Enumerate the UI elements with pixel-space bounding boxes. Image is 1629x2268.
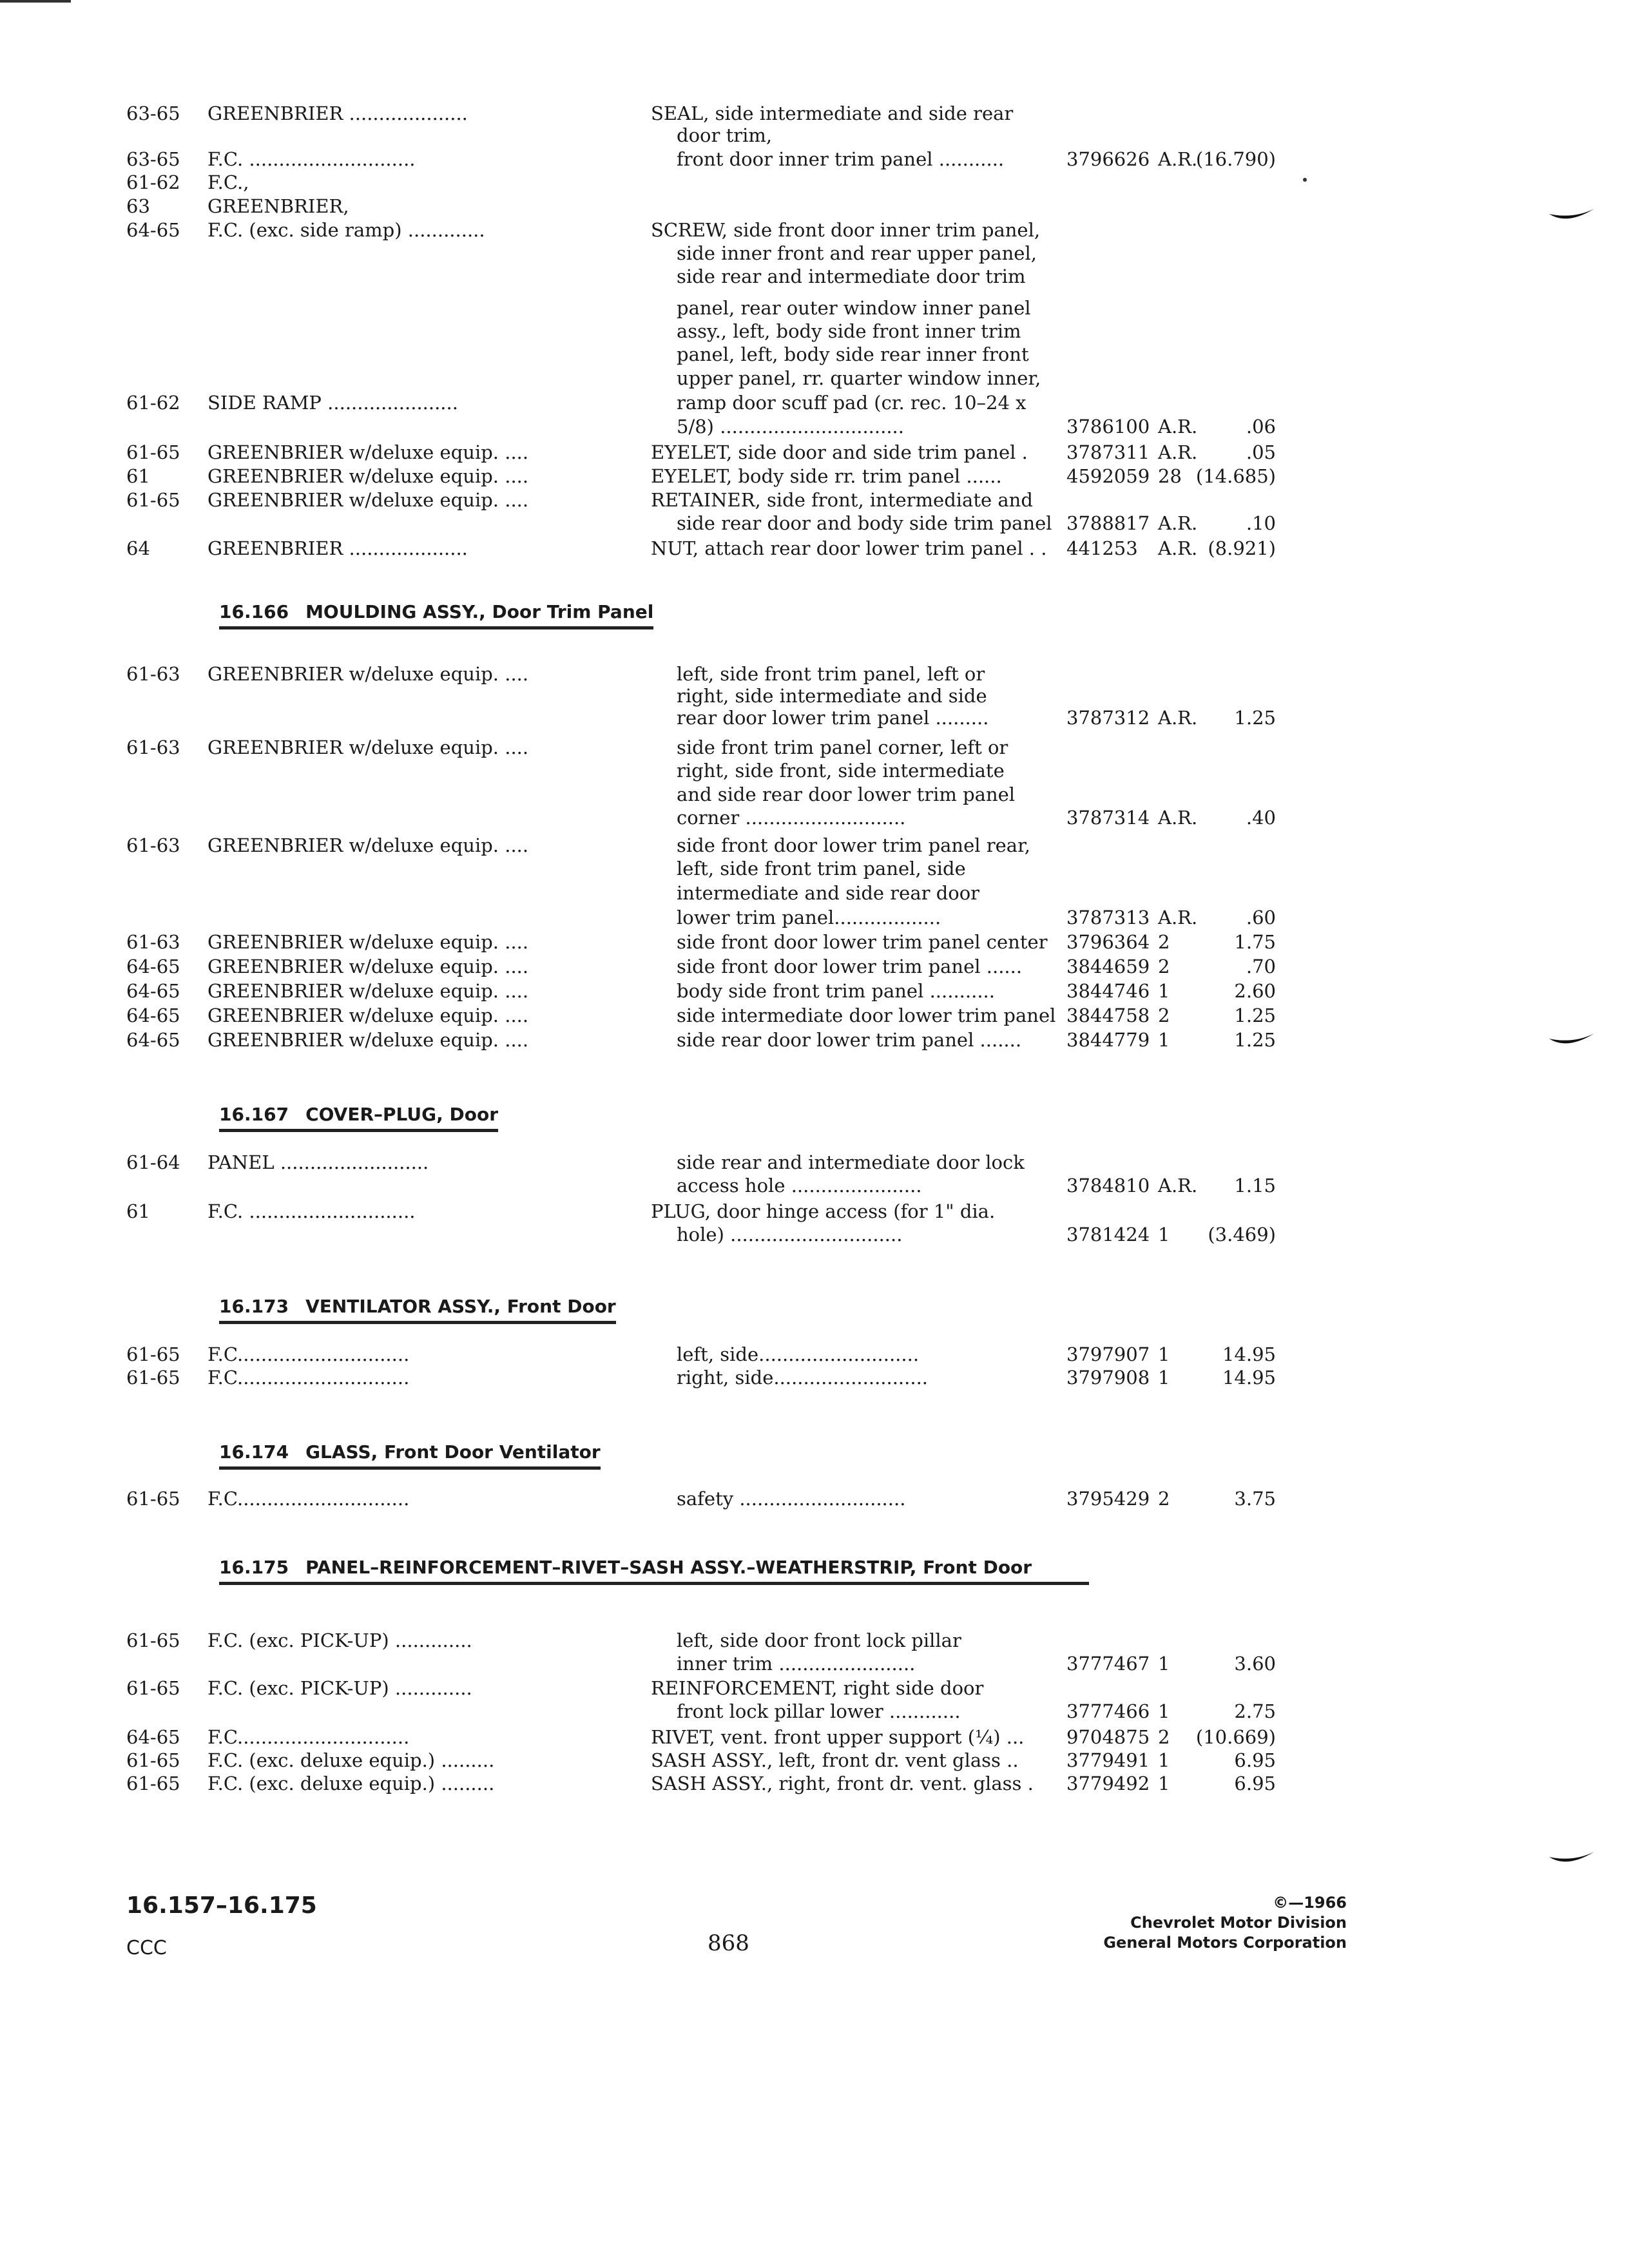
part-description: access hole ...................... <box>677 1175 922 1196</box>
section-number: 16.167 <box>219 1104 289 1125</box>
list-price: 14.95 <box>1222 1343 1276 1365</box>
part-description: side rear and intermediate door lock <box>677 1151 1025 1173</box>
model-year: 64-65 <box>126 980 180 1002</box>
model-year: 61-63 <box>126 931 180 953</box>
table-row <box>0 146 1629 172</box>
section-heading <box>219 601 653 629</box>
corporation-name: General Motors Corporation <box>1103 1934 1347 1952</box>
table-row <box>0 1003 1629 1028</box>
part-description: panel, rear outer window inner panel <box>677 297 1031 319</box>
part-number: 3797908 <box>1066 1367 1150 1389</box>
vehicle-model: F.C............................. <box>207 1343 410 1365</box>
table-row <box>0 782 1629 807</box>
part-number: 3786100 <box>1066 416 1150 437</box>
part-description: inner trim ....................... <box>677 1653 916 1675</box>
vehicle-model: PANEL ......................... <box>207 1151 429 1173</box>
part-description: side front trim panel corner, left or <box>677 736 1008 758</box>
section-title: MOULDING ASSY., Door Trim Panel <box>305 601 654 622</box>
vehicle-model: GREENBRIER w/deluxe equip. .... <box>207 1004 529 1026</box>
part-description: ramp door scuff pad (cr. rec. 10–24 x <box>677 392 1027 414</box>
vehicle-model: GREENBRIER w/deluxe equip. .... <box>207 956 529 977</box>
part-description: front door inner trim panel ........... <box>677 148 1005 170</box>
quantity: A.R. <box>1158 807 1198 829</box>
quantity: 2 <box>1158 1004 1170 1026</box>
model-year: 64-65 <box>126 956 180 977</box>
table-row <box>0 414 1629 439</box>
model-year: 61-63 <box>126 663 180 685</box>
quantity: 1 <box>1158 1343 1170 1365</box>
table-row <box>0 954 1629 979</box>
table-row <box>0 439 1629 465</box>
part-description: side front door lower trim panel ...... <box>677 956 1023 977</box>
table-row <box>0 1724 1629 1750</box>
model-year: 63-65 <box>126 102 180 124</box>
part-number: 3787311 <box>1066 441 1150 463</box>
part-description: right, side front, side intermediate <box>677 760 1005 782</box>
table-row <box>0 295 1629 321</box>
list-price: .10 <box>1246 512 1276 534</box>
table-row <box>0 1341 1629 1367</box>
table-row <box>0 929 1629 955</box>
part-description: hole) ............................. <box>677 1224 903 1245</box>
section-heading <box>219 1441 601 1470</box>
table-row <box>0 122 1629 148</box>
model-year: 61-65 <box>126 1343 180 1365</box>
part-description: RETAINER, side front, intermediate and <box>651 489 1033 511</box>
part-description: rear door lower trim panel ......... <box>677 707 989 729</box>
list-price: 3.60 <box>1234 1653 1276 1675</box>
list-price: 6.95 <box>1234 1749 1276 1771</box>
section-heading <box>219 1103 498 1132</box>
list-price: (16.790) <box>1195 148 1276 170</box>
quantity: 1 <box>1158 980 1170 1002</box>
quantity: A.R. <box>1158 537 1198 559</box>
list-price: 6.95 <box>1234 1773 1276 1794</box>
table-row <box>0 169 1629 195</box>
table-row <box>0 805 1629 831</box>
model-year: 61-63 <box>126 834 180 856</box>
model-year: 61-65 <box>126 1488 180 1510</box>
table-row <box>0 978 1629 1004</box>
vehicle-model: F.C............................. <box>207 1488 410 1510</box>
list-price: 1.25 <box>1234 1029 1276 1051</box>
table-row <box>0 905 1629 930</box>
model-year: 64-65 <box>126 1029 180 1051</box>
part-number: 3844746 <box>1066 980 1150 1002</box>
part-description: left, side door front lock pillar <box>677 1629 961 1651</box>
table-row <box>0 264 1629 289</box>
quantity: A.R. <box>1158 512 1198 534</box>
part-number: 3788817 <box>1066 512 1150 534</box>
section-number: 16.166 <box>219 601 289 622</box>
section-range: 16.157–16.175 <box>126 1892 317 1919</box>
vehicle-model: GREENBRIER w/deluxe equip. .... <box>207 663 529 685</box>
part-number: 9704875 <box>1066 1726 1150 1748</box>
part-description: SCREW, side front door inner trim panel, <box>651 219 1041 241</box>
part-description: side front door lower trim panel center <box>677 931 1048 953</box>
part-number: 3795429 <box>1066 1488 1150 1510</box>
section-title: PANEL–REINFORCEMENT–RIVET–SASH ASSY.–WEATHERSTRIP, Front Door <box>305 1557 1032 1578</box>
part-description: side intermediate door lower trim panel <box>677 1004 1056 1026</box>
table-row <box>0 1149 1629 1175</box>
part-number: 3777466 <box>1066 1700 1150 1722</box>
model-year: 61-62 <box>126 171 180 193</box>
table-row <box>0 1027 1629 1053</box>
division-name: Chevrolet Motor Division <box>1130 1914 1347 1932</box>
vehicle-model: F.C............................. <box>207 1726 410 1748</box>
catalog-code: CCC <box>126 1937 167 1959</box>
part-number: 3784810 <box>1066 1175 1150 1196</box>
quantity: 2 <box>1158 1488 1170 1510</box>
part-description: PLUG, door hinge access (for 1" dia. <box>651 1200 996 1222</box>
table-row <box>0 1698 1629 1724</box>
quantity: A.R. <box>1158 441 1198 463</box>
part-description: panel, left, body side rear inner front <box>677 343 1029 365</box>
part-description: assy., left, body side front inner trim <box>677 320 1021 342</box>
table-row <box>0 735 1629 760</box>
part-description: body side front trim panel ........... <box>677 980 995 1002</box>
table-row <box>0 1771 1629 1796</box>
part-description: 5/8) ............................... <box>677 416 904 437</box>
list-price: 3.75 <box>1234 1488 1276 1510</box>
table-row <box>0 758 1629 783</box>
vehicle-model: GREENBRIER w/deluxe equip. .... <box>207 931 529 953</box>
copyright-year: ©—1966 <box>1273 1894 1347 1912</box>
part-description: NUT, attach rear door lower trim panel . . <box>651 537 1047 559</box>
part-number: 3844659 <box>1066 956 1150 977</box>
part-number: 3779491 <box>1066 1749 1150 1771</box>
section-number: 16.173 <box>219 1296 289 1317</box>
part-description: safety ............................ <box>677 1488 906 1510</box>
list-price: (3.469) <box>1208 1224 1276 1245</box>
part-number: 3844779 <box>1066 1029 1150 1051</box>
model-year: 61-64 <box>126 1151 180 1173</box>
quantity: 1 <box>1158 1029 1170 1051</box>
list-price: .06 <box>1246 416 1276 437</box>
part-description: side front door lower trim panel rear, <box>677 834 1030 856</box>
part-description: and side rear door lower trim panel <box>677 783 1016 805</box>
binder-mark-icon <box>1548 1030 1595 1052</box>
list-price: 2.75 <box>1234 1700 1276 1722</box>
model-year: 61-65 <box>126 1367 180 1389</box>
section-title: GLASS, Front Door Ventilator <box>305 1441 601 1463</box>
section-heading <box>219 1556 1089 1585</box>
vehicle-model: GREENBRIER w/deluxe equip. .... <box>207 834 529 856</box>
part-description: EYELET, body side rr. trim panel ...... <box>651 465 1002 487</box>
vehicle-model: GREENBRIER w/deluxe equip. .... <box>207 465 529 487</box>
section-number: 16.174 <box>219 1441 289 1463</box>
part-description: left, side........................... <box>677 1343 920 1365</box>
quantity: A.R. <box>1158 907 1198 928</box>
part-number: 3796626 <box>1066 148 1150 170</box>
table-row <box>0 1486 1629 1512</box>
model-year: 61-63 <box>126 736 180 758</box>
table-row <box>0 193 1629 219</box>
model-year: 64-65 <box>126 1726 180 1748</box>
part-description: side rear door and body side trim panel <box>677 512 1052 534</box>
binder-mark-icon <box>1548 205 1595 227</box>
table-row <box>0 535 1629 561</box>
part-number: 3787313 <box>1066 907 1150 928</box>
quantity: 1 <box>1158 1224 1170 1245</box>
section-title: VENTILATOR ASSY., Front Door <box>305 1296 616 1317</box>
table-row <box>0 510 1629 536</box>
table-row <box>0 1198 1629 1224</box>
part-description: lower trim panel.................. <box>677 907 941 928</box>
vehicle-model: F.C., <box>207 171 249 193</box>
table-row <box>0 832 1629 858</box>
part-description: left, side front trim panel, left or <box>677 663 985 685</box>
table-row <box>0 217 1629 243</box>
table-row <box>0 1365 1629 1390</box>
list-price: 1.75 <box>1234 931 1276 953</box>
part-description: EYELET, side door and side trim panel . <box>651 441 1028 463</box>
quantity: A.R. <box>1158 1175 1198 1196</box>
list-price: 2.60 <box>1234 980 1276 1002</box>
model-year: 64 <box>126 537 150 559</box>
vehicle-model: F.C. ............................ <box>207 1200 416 1222</box>
part-number: 3787314 <box>1066 807 1150 829</box>
vehicle-model: F.C. (exc. side ramp) ............. <box>207 219 485 241</box>
part-description: RIVET, vent. front upper support (¼) ... <box>651 1726 1025 1748</box>
quantity: 1 <box>1158 1700 1170 1722</box>
part-number: 441253 <box>1066 537 1138 559</box>
model-year: 61-65 <box>126 1677 180 1699</box>
table-row <box>0 365 1629 391</box>
quantity: 1 <box>1158 1653 1170 1675</box>
part-description: left, side front trim panel, side <box>677 858 966 879</box>
vehicle-model: GREENBRIER .................... <box>207 537 468 559</box>
list-price: 1.25 <box>1234 707 1276 729</box>
model-year: 64-65 <box>126 219 180 241</box>
part-description: SASH ASSY., right, front dr. vent. glass . <box>651 1773 1034 1794</box>
quantity: 2 <box>1158 956 1170 977</box>
vehicle-model: F.C. ............................ <box>207 148 416 170</box>
vehicle-model: F.C............................. <box>207 1367 410 1389</box>
vehicle-model: GREENBRIER, <box>207 195 349 217</box>
list-price: 1.25 <box>1234 1004 1276 1026</box>
part-description: side rear door lower trim panel ....... <box>677 1029 1022 1051</box>
vehicle-model: GREENBRIER w/deluxe equip. .... <box>207 441 529 463</box>
quantity: 1 <box>1158 1749 1170 1771</box>
list-price: .05 <box>1246 441 1276 463</box>
table-row <box>0 341 1629 367</box>
vehicle-model: F.C. (exc. PICK-UP) ............. <box>207 1629 472 1651</box>
list-price: (8.921) <box>1208 537 1276 559</box>
model-year: 64-65 <box>126 1004 180 1026</box>
list-price: (14.685) <box>1195 465 1276 487</box>
vehicle-model: F.C. (exc. deluxe equip.) ......... <box>207 1749 495 1771</box>
part-number: 3797907 <box>1066 1343 1150 1365</box>
list-price: .70 <box>1246 956 1276 977</box>
part-description: side rear and intermediate door trim <box>677 265 1026 287</box>
table-row <box>0 1222 1629 1247</box>
table-row <box>0 487 1629 513</box>
list-price: .40 <box>1246 807 1276 829</box>
part-description: SEAL, side intermediate and side rear <box>651 102 1014 124</box>
vehicle-model: F.C. (exc. deluxe equip.) ......... <box>207 1773 495 1794</box>
model-year: 61-65 <box>126 1749 180 1771</box>
quantity: A.R. <box>1158 416 1198 437</box>
vehicle-model: F.C. (exc. PICK-UP) ............. <box>207 1677 472 1699</box>
model-year: 61-62 <box>126 392 180 414</box>
part-number: 3796364 <box>1066 931 1150 953</box>
quantity: 1 <box>1158 1773 1170 1794</box>
quantity: 1 <box>1158 1367 1170 1389</box>
page-top-rule <box>0 0 71 3</box>
list-price: 1.15 <box>1234 1175 1276 1196</box>
part-description: door trim, <box>677 124 773 146</box>
part-description: corner ........................... <box>677 807 906 829</box>
table-row <box>0 880 1629 906</box>
table-row <box>0 318 1629 344</box>
table-row <box>0 240 1629 266</box>
model-year: 61-65 <box>126 1629 180 1651</box>
table-row <box>0 390 1629 416</box>
model-year: 63-65 <box>126 148 180 170</box>
part-description: front lock pillar lower ............ <box>677 1700 961 1722</box>
model-year: 61-65 <box>126 441 180 463</box>
list-price: .60 <box>1246 907 1276 928</box>
quantity: 28 <box>1158 465 1182 487</box>
part-description: right, side intermediate and side <box>677 685 987 707</box>
model-year: 63 <box>126 195 150 217</box>
quantity: A.R. <box>1158 707 1198 729</box>
part-description: side inner front and rear upper panel, <box>677 242 1037 264</box>
model-year: 61-65 <box>126 489 180 511</box>
table-row <box>0 463 1629 489</box>
part-description: upper panel, rr. quarter window inner, <box>677 367 1041 389</box>
part-description: REINFORCEMENT, right side door <box>651 1677 984 1699</box>
model-year: 61 <box>126 465 150 487</box>
quantity: 2 <box>1158 931 1170 953</box>
vehicle-model: GREENBRIER w/deluxe equip. .... <box>207 980 529 1002</box>
vehicle-model: SIDE RAMP ...................... <box>207 392 458 414</box>
part-number: 3844758 <box>1066 1004 1150 1026</box>
vehicle-model: GREENBRIER w/deluxe equip. .... <box>207 736 529 758</box>
model-year: 61-65 <box>126 1773 180 1794</box>
section-number: 16.175 <box>219 1557 289 1578</box>
copyright-block <box>1103 1893 1347 1953</box>
table-row <box>0 1675 1629 1701</box>
table-row <box>0 705 1629 731</box>
vehicle-model: GREENBRIER w/deluxe equip. .... <box>207 1029 529 1051</box>
part-number: 4592059 <box>1066 465 1150 487</box>
binder-mark-icon <box>1548 1848 1595 1870</box>
part-number: 3787312 <box>1066 707 1150 729</box>
quantity: 2 <box>1158 1726 1170 1748</box>
vehicle-model: GREENBRIER w/deluxe equip. .... <box>207 489 529 511</box>
table-row <box>0 856 1629 881</box>
table-row <box>0 1628 1629 1653</box>
part-description: intermediate and side rear door <box>677 882 980 904</box>
quantity: A.R. <box>1158 148 1198 170</box>
vehicle-model: GREENBRIER .................... <box>207 102 468 124</box>
list-price: (10.669) <box>1195 1726 1276 1748</box>
section-heading <box>219 1295 616 1324</box>
part-description: SASH ASSY., left, front dr. vent glass .. <box>651 1749 1019 1771</box>
scan-speck <box>1303 178 1307 182</box>
part-number: 3781424 <box>1066 1224 1150 1245</box>
table-row <box>0 1173 1629 1198</box>
part-description: right, side.......................... <box>677 1367 929 1389</box>
table-row <box>0 1651 1629 1677</box>
part-number: 3777467 <box>1066 1653 1150 1675</box>
table-row <box>0 1747 1629 1773</box>
list-price: 14.95 <box>1222 1367 1276 1389</box>
page-number: 868 <box>708 1930 749 1956</box>
section-title: COVER–PLUG, Door <box>305 1104 499 1125</box>
model-year: 61 <box>126 1200 150 1222</box>
part-number: 3779492 <box>1066 1773 1150 1794</box>
